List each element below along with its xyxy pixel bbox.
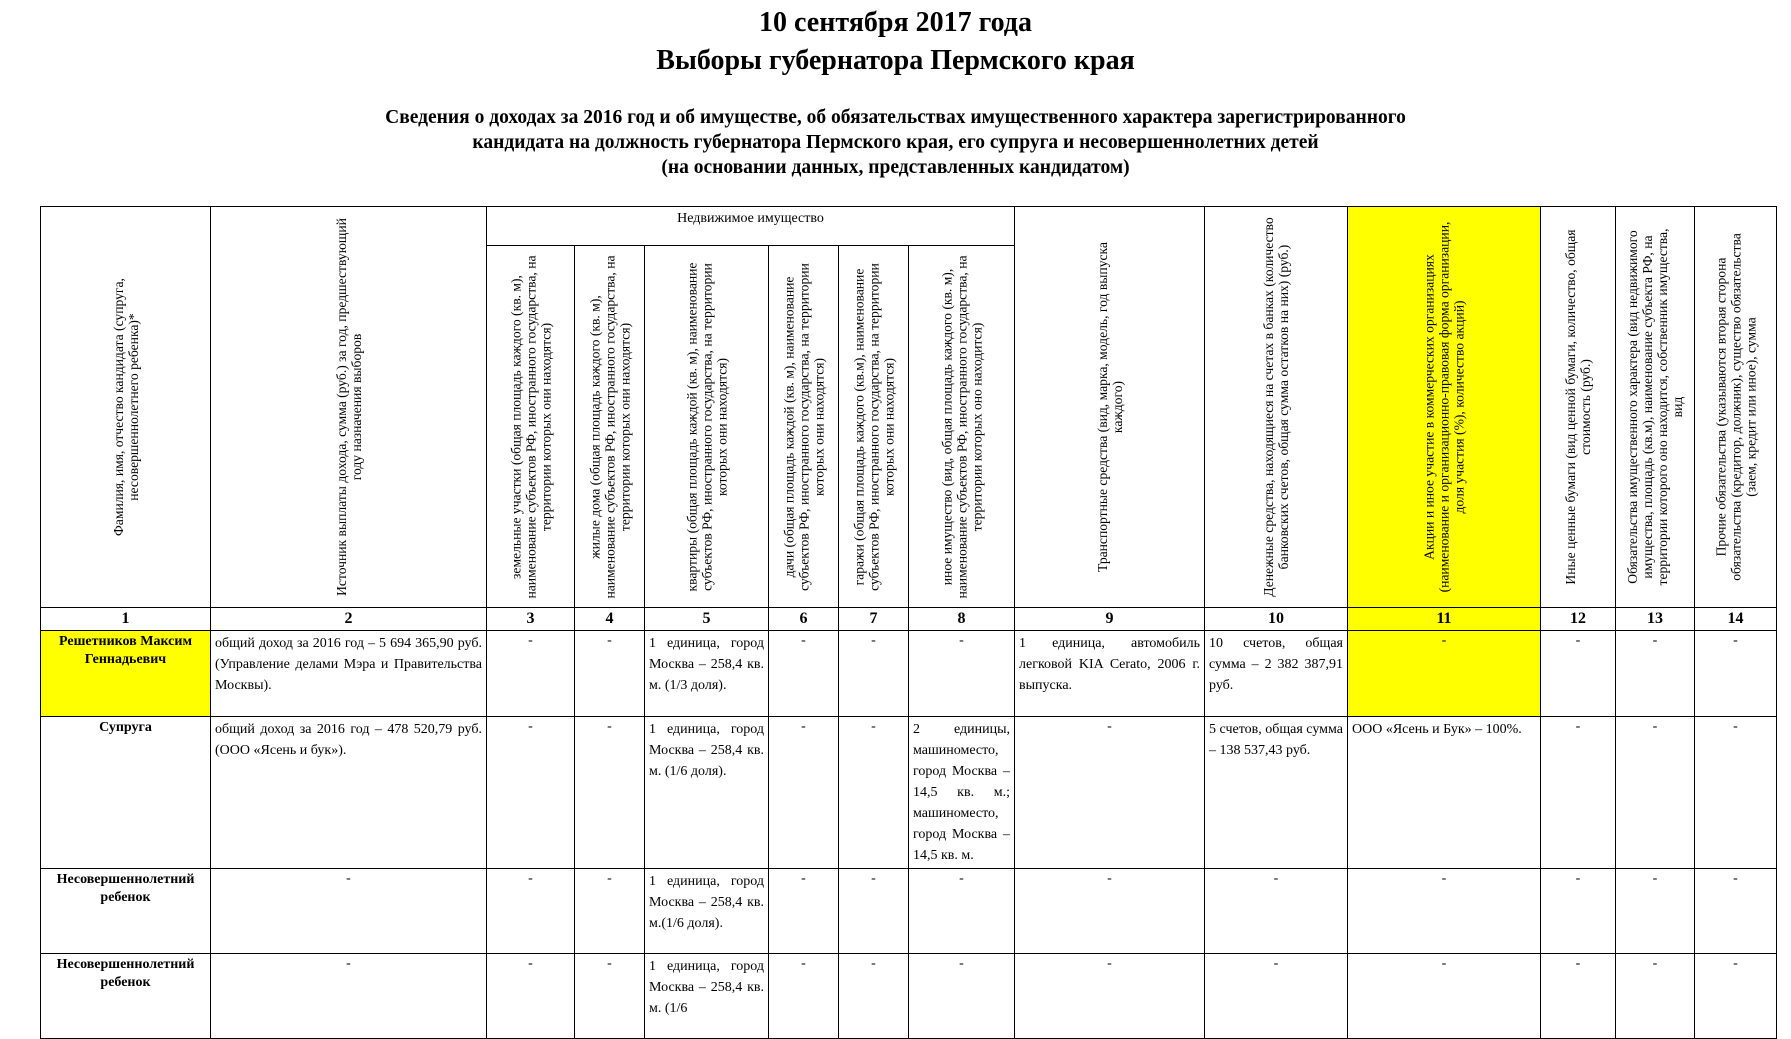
other-property-cell: - <box>909 869 1015 954</box>
shares-cell: ООО «Ясень и Бук» – 100%. <box>1348 717 1541 869</box>
bank-accounts-cell: 5 счетов, общая сумма – 138 537,43 руб. <box>1205 717 1348 869</box>
child-name: Несовершеннолетний ребенок <box>41 869 211 954</box>
other-property-cell: - <box>909 954 1015 1039</box>
houses-cell: - <box>575 717 645 869</box>
table-row <box>41 717 1777 869</box>
land-cell: - <box>487 631 575 717</box>
table-row <box>41 869 1777 954</box>
header-col-9: Транспортные средства (вид, марка, модель, год выпуска каждого) <box>1015 207 1205 608</box>
col-number: 2 <box>211 608 487 631</box>
candidate-property-table <box>40 206 1777 1039</box>
header-col-2: Источник выплаты дохода, сумма (руб.) за год, предшествующий году назначения выборов <box>211 207 487 608</box>
houses-cell: - <box>575 869 645 954</box>
document-title-election: Выборы губернатора Пермского края <box>656 45 1135 76</box>
document-title-date: 10 сентября 2017 года <box>759 7 1032 38</box>
securities-cell: - <box>1541 631 1616 717</box>
child-name: Несовершеннолетний ребенок <box>41 954 211 1039</box>
header-col-7: гаражи (общая площадь каждого (кв.м), наименование субъектов РФ, иностранного государства, на территории которых они находятся) <box>839 246 909 608</box>
header-col-8: иное имущество (вид, общая площадь каждого (кв. м), наименование субъектов РФ, иностранного государства, на территории которых оно находится) <box>909 246 1015 608</box>
col-number: 1 <box>41 608 211 631</box>
garages-cell: - <box>839 631 909 717</box>
securities-cell: - <box>1541 869 1616 954</box>
land-cell: - <box>487 717 575 869</box>
col-number: 3 <box>487 608 575 631</box>
garages-cell: - <box>839 717 909 869</box>
apartments-cell: 1 единица, город Москва – 258,4 кв. м.(1/6 доля). <box>645 869 769 954</box>
col-number: 6 <box>769 608 839 631</box>
header-real-estate-group: Недвижимое имущество <box>487 207 1015 246</box>
column-number-row <box>41 608 1777 631</box>
property-obligations-cell: - <box>1616 869 1695 954</box>
header-col-3: земельные участки (общая площадь каждого (кв. м), наименование субъектов РФ, иностранного государства, на территории которых они находятся) <box>487 246 575 608</box>
dachas-cell: - <box>769 717 839 869</box>
apartments-cell: 1 единица, город Москва – 258,4 кв. м. (1/6 доля). <box>645 717 769 869</box>
other-obligations-cell: - <box>1695 717 1777 869</box>
apartments-cell: 1 единица, город Москва – 258,4 кв. м. (1/6 <box>645 954 769 1039</box>
bank-accounts-cell: 10 счетов, общая сумма – 2 382 387,91 руб. <box>1205 631 1348 717</box>
garages-cell: - <box>839 869 909 954</box>
other-obligations-cell: - <box>1695 954 1777 1039</box>
header-col-11: Акции и иное участие в коммерческих организациях (наименование и организационно-правовая форма организации, доля участия (%), количество акций) <box>1348 207 1541 608</box>
document-subtitle-line1: Сведения о доходах за 2016 год и об имуществе, об обязательствах имущественного характера зарегистрированного <box>385 107 1406 128</box>
header-col-10: Денежные средства, находящиеся на счетах в банках (количество банковских счетов, общая сумма остатков на них) (руб.) <box>1205 207 1348 608</box>
other-obligations-cell: - <box>1695 631 1777 717</box>
header-col-5: квартиры (общая площадь каждой (кв. м), наименование субъектов РФ, иностранного государства, на территории которых они находятся) <box>645 246 769 608</box>
shares-cell: - <box>1348 869 1541 954</box>
income-cell: общий доход за 2016 год – 5 694 365,90 руб. (Управление делами Мэра и Правительства Москвы). <box>211 631 487 717</box>
header-col-13: Обязательства имущественного характера (вид недвижимого имущества, площадь (кв.м), наименование субъекта РФ, на территории которого оно находится, собственник имущества, вид <box>1616 207 1695 608</box>
shares-cell: - <box>1348 631 1541 717</box>
header-col-1: Фамилия, имя, отчество кандидата (супруга, несовершеннолетнего ребенка)* <box>41 207 211 608</box>
land-cell: - <box>487 954 575 1039</box>
col-number: 8 <box>909 608 1015 631</box>
vehicles-cell: - <box>1015 717 1205 869</box>
col-number: 13 <box>1616 608 1695 631</box>
col-number: 7 <box>839 608 909 631</box>
land-cell: - <box>487 869 575 954</box>
header-col-6: дачи (общая площадь каждой (кв. м), наименование субъектов РФ, иностранного государства, на территории которых они находятся) <box>769 246 839 608</box>
securities-cell: - <box>1541 954 1616 1039</box>
bank-accounts-cell: - <box>1205 869 1348 954</box>
income-cell: - <box>211 954 487 1039</box>
vehicles-cell: - <box>1015 954 1205 1039</box>
shares-cell: - <box>1348 954 1541 1039</box>
col-number: 12 <box>1541 608 1616 631</box>
apartments-cell: 1 единица, город Москва – 258,4 кв. м. (1/3 доля). <box>645 631 769 717</box>
other-obligations-cell: - <box>1695 869 1777 954</box>
property-obligations-cell: - <box>1616 717 1695 869</box>
other-property-cell: - <box>909 631 1015 717</box>
vehicles-cell: - <box>1015 869 1205 954</box>
property-obligations-cell: - <box>1616 631 1695 717</box>
dachas-cell: - <box>769 631 839 717</box>
garages-cell: - <box>839 954 909 1039</box>
table-row <box>41 631 1777 717</box>
vehicles-cell: 1 единица, автомобиль легковой KIA Cerato, 2006 г. выпуска. <box>1015 631 1205 717</box>
other-property-cell: 2 единицы, машиноместо, город Москва – 14,5 кв. м.; машиноместо, город Москва – 14,5 кв. м. <box>909 717 1015 869</box>
property-obligations-cell: - <box>1616 954 1695 1039</box>
houses-cell: - <box>575 631 645 717</box>
col-number: 11 <box>1348 608 1541 631</box>
table-row <box>41 954 1777 1039</box>
col-number: 5 <box>645 608 769 631</box>
header-col-4: жилые дома (общая площадь каждого (кв. м), наименование субъектов РФ, иностранного государства, на территории которых они находятся) <box>575 246 645 608</box>
bank-accounts-cell: - <box>1205 954 1348 1039</box>
income-cell: - <box>211 869 487 954</box>
col-number: 10 <box>1205 608 1348 631</box>
houses-cell: - <box>575 954 645 1039</box>
document-subtitle-line2: кандидата на должность губернатора Пермского края, его супруга и несовершеннолетних детей <box>472 132 1319 153</box>
col-number: 14 <box>1695 608 1777 631</box>
col-number: 4 <box>575 608 645 631</box>
dachas-cell: - <box>769 954 839 1039</box>
header-col-14: Прочие обязательства (указываются вторая сторона обязательства (кредитор, должник), существо обязательства (заем, кредит или иное), сумма <box>1695 207 1777 608</box>
spouse-name: Супруга <box>41 717 211 869</box>
candidate-name: Решетников Максим Геннадьевич <box>41 631 211 717</box>
dachas-cell: - <box>769 869 839 954</box>
document-subtitle-line3: (на основании данных, представленных кандидатом) <box>661 157 1130 178</box>
securities-cell: - <box>1541 717 1616 869</box>
header-col-12: Иные ценные бумаги (вид ценной бумаги, количество, общая стоимость (руб.) <box>1541 207 1616 608</box>
col-number: 9 <box>1015 608 1205 631</box>
income-cell: общий доход за 2016 год – 478 520,79 руб. (ООО «Ясень и бук»). <box>211 717 487 869</box>
